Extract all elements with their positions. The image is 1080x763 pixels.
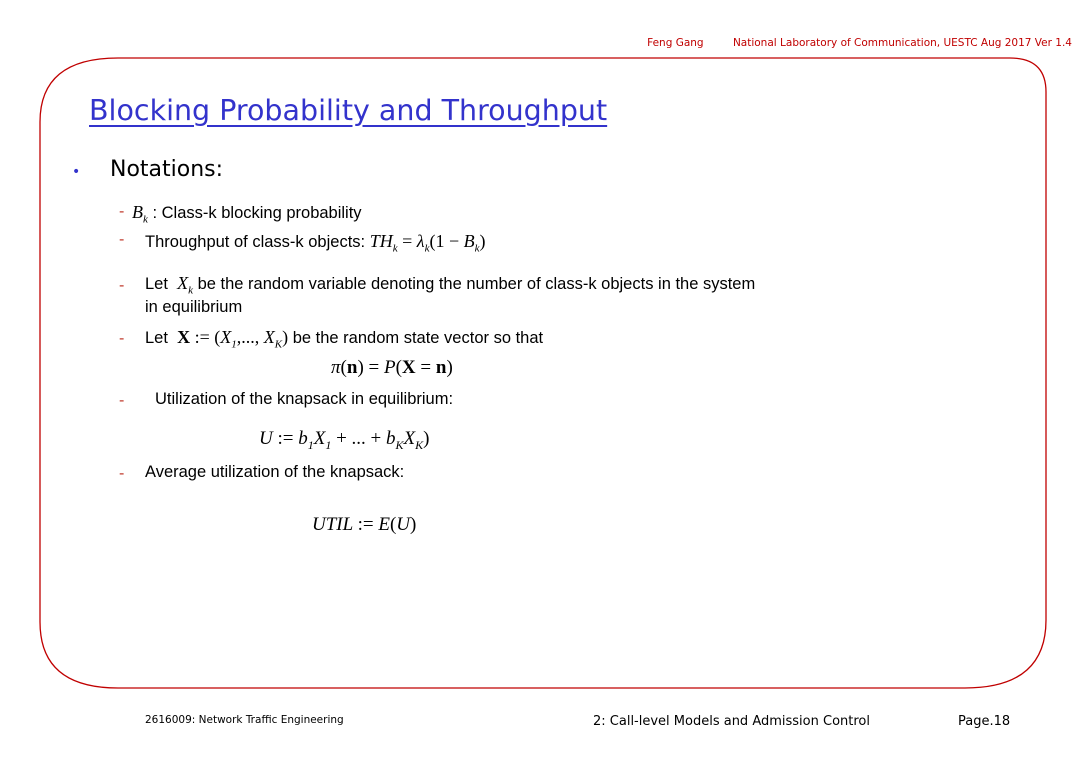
list-item — [132, 202, 362, 226]
dash-icon: - — [119, 203, 125, 220]
author-name: Feng Gang — [647, 37, 704, 49]
math-throughput: $TH_k = \lambda_k(1 - B_k)$ — [369, 231, 486, 255]
footer-page-number: Page.18 — [958, 714, 1011, 729]
footer-course: 2616009: Network Traffic Engineering — [145, 714, 344, 726]
math-state-vector: X := ($X_1$,..., $X_K$) — [177, 327, 289, 351]
math-bk: $B_k$ — [132, 202, 148, 226]
item-text: Average utilization of the knapsack: — [145, 463, 405, 481]
equation-util: UTIL := E(U) — [312, 514, 417, 535]
item-text: Let — [145, 275, 173, 293]
slide-title: Blocking Probability and Throughput — [89, 94, 608, 127]
footer-chapter: 2: Call-level Models and Admission Control — [593, 714, 870, 729]
dash-icon: - — [119, 231, 125, 248]
list-item — [145, 327, 543, 351]
item-text: : Class-k blocking probability — [147, 204, 362, 222]
list-item — [145, 231, 486, 255]
equation-u: U := $b_1X_1$ + ... + $b_KX_K$) — [259, 428, 430, 452]
item-text: be the random variable denoting the number of class-k objects in the system — [193, 275, 756, 293]
dash-icon: - — [119, 392, 125, 409]
list-item — [145, 273, 755, 297]
list-item-continuation: in equilibrium — [145, 298, 243, 316]
item-text: Utilization of the knapsack in equilibrium: — [155, 390, 454, 408]
item-text: be the random state vector so that — [288, 329, 544, 347]
equation-pi: π(n) = P(X = n) — [331, 357, 453, 378]
dash-icon: - — [119, 465, 125, 482]
affiliation-text: National Laboratory of Communication, UESTC Aug 2017 Ver 1.4 — [732, 37, 1072, 49]
math-xk: $X_k$ — [177, 273, 194, 297]
notations-label: Notations: — [110, 157, 224, 182]
dash-icon: - — [119, 277, 125, 294]
list-item — [145, 463, 404, 482]
dash-icon: - — [119, 330, 125, 347]
item-text: Let — [145, 329, 173, 347]
item-text: Throughput of class-k objects: — [145, 233, 370, 251]
list-item — [155, 390, 453, 409]
bullet-dot-icon: • — [72, 164, 81, 180]
